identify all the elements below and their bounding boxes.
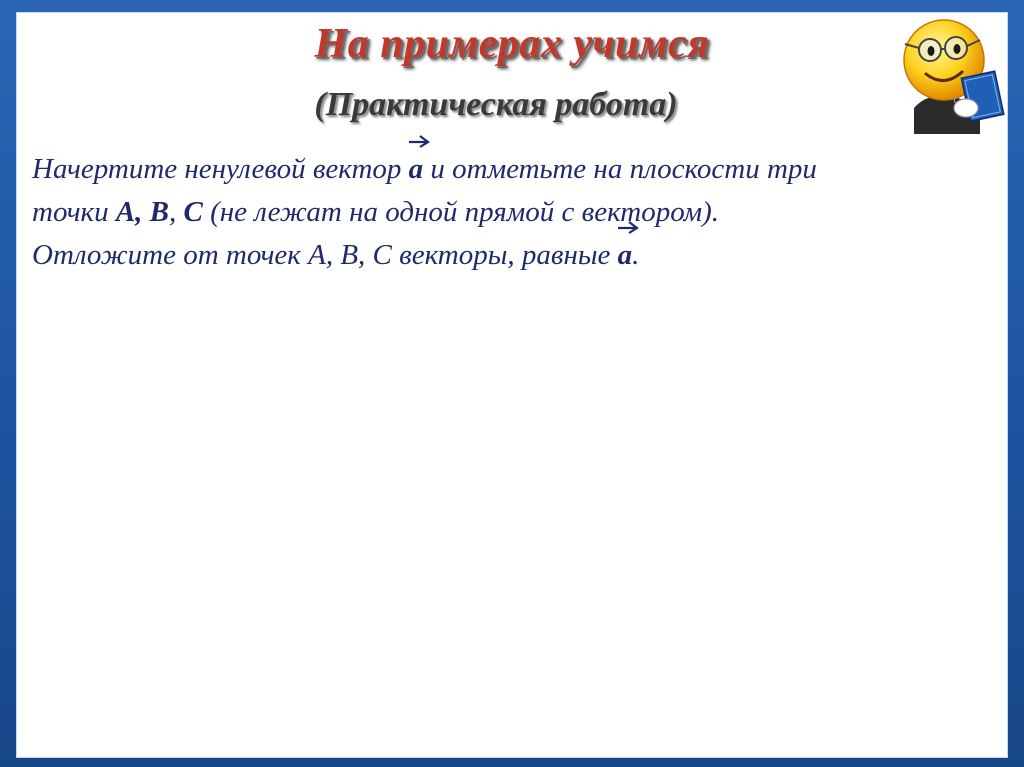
- slide-subtitle: [0, 86, 1024, 124]
- vector-a-2: [618, 234, 633, 277]
- vector-a-letter: a: [408, 153, 424, 185]
- smiley-teacher-icon: [896, 8, 1006, 134]
- task-text: [32, 148, 972, 277]
- vector-a-2-letter: a: [617, 239, 633, 271]
- vector-arrow-icon: [616, 220, 640, 234]
- slide-title: На примерах учимся: [314, 21, 710, 67]
- task-line-1-start: Начертите ненулевой вектор: [32, 153, 409, 185]
- vector-a: [409, 148, 424, 191]
- task-line-3: [32, 234, 972, 277]
- task-line-3-start: Отложите от точек A, B, C векторы, равные: [32, 239, 618, 271]
- task-line-1: [32, 148, 972, 191]
- subtitle-text: (Практическая работа): [314, 86, 678, 123]
- points-comma: ,: [169, 196, 184, 228]
- point-c: C: [183, 196, 203, 228]
- vector-arrow-icon: [407, 134, 431, 148]
- task-line-3-end: .: [632, 239, 640, 271]
- points-ab: A, B: [115, 196, 170, 228]
- task-line-2-prefix: точки: [32, 196, 116, 228]
- task-line-2-suffix: (не лежат на одной прямой с вектором).: [202, 196, 720, 228]
- task-line-2: [32, 191, 972, 234]
- task-line-1-end: и отметьте на плоскости три: [423, 153, 817, 185]
